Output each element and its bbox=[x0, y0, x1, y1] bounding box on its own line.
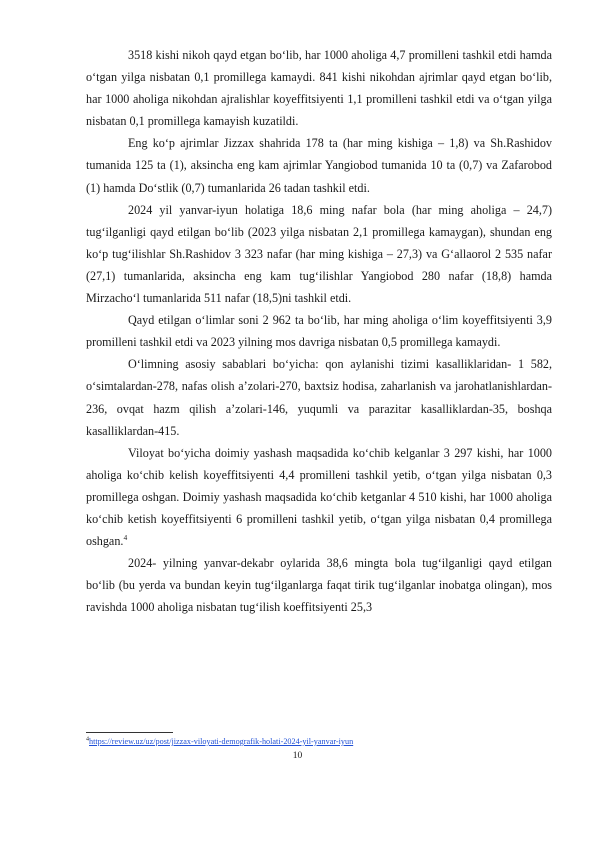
footnote bbox=[86, 737, 552, 747]
paragraph-marriages: 3518 kishi nikoh qayd etgan bo‘lib, har 1000 aholiga 4,7 promilleni tashkil etdi hamda o‘tgan yilga nisbatan 0,1 promillega kamaydi. 841 kishi nikohdan ajrimlar qayd etgan bo‘lib, har 1000 aholiga nikohdan ajralishlar koyeffitsiyenti 1,1 promilleni tashkil etdi va o‘tgan yilga nisbatan 0,1 promillega kamayish kuzatildi. bbox=[86, 48, 552, 129]
paragraph-death-causes: O‘limning asosiy sabablari bo‘yicha: qon aylanishi tizimi kasalliklaridan- 1 582, o‘simtalardan-278, nafas olish a’zolari-270, baxtsiz hodisa, zaharlanish va jarohatlanishlardan-236, ovqat hazm qilish a’zolari-146, yuqumli va parazitar kasalliklardan-35, boshqa kasalliklardan-415. bbox=[86, 357, 552, 438]
paragraph-births-2024-full-year: 2024- yilning yanvar-dekabr oylarida 38,6 mingta bola tug‘ilganligi qayd etilgan bo‘lib (bu yerda va bundan keyin tug‘ilganlarga faqat tirik tug‘ilganlar inobatga olingan), mos ravishda 1000 aholiga nisbatan tug‘ilish koeffitsiyenti 25,3 bbox=[86, 556, 552, 615]
footnote-link[interactable]: https://review.uz/uz/post/jizzax-viloyati-demografik-holati-2024-yil-yanvar-iyun bbox=[89, 737, 354, 746]
footnote-number: 4 bbox=[86, 736, 89, 743]
paragraph-deaths: Qayd etilgan o‘limlar soni 2 962 ta bo‘lib, har ming aholiga o‘lim koyeffitsiyenti 3,9 promilleni tashkil etdi va 2023 yilning mos davriga nisbatan 0,5 promillega kamaydi. bbox=[86, 313, 552, 350]
paragraph-births-2024-h1: 2024 yil yanvar-iyun holatiga 18,6 ming nafar bola (har ming aholiga – 24,7) tug‘ilganligi qayd etilgan bo‘lib (2023 yilga nisbatan 2,1 promillega kamaygan), shundan eng ko‘p tug‘ilishlar Sh.Rashidov 3 323 nafar (har ming kishiga – 27,3) va G‘allaorol 2 535 nafar (27,1) tumanlarida, aksincha eng kam tug‘ilishlar Yangiobod 280 nafar (18,8) hamda Mirzacho‘l tumanlarida 511 nafar (18,5)ni tashkil etdi. bbox=[86, 202, 552, 306]
paragraph-migration: Viloyat bo‘yicha doimiy yashash maqsadida ko‘chib kelganlar 3 297 kishi, har 1000 aholiga ko‘chib kelish koyeffitsiyenti 4,4 promilleni tashkil yetib, o‘tgan yilga nisbatan 0,3 promillega oshgan. Doimiy yashash maqsadida ko‘chib ketganlar 4 510 kishi, har 1000 aholiga ko‘chib ketish koyeffitsiyenti 6 promilleni tashkil yetib, o‘tgan yilga nisbatan 0,4 promillega oshgan.$^4$ bbox=[86, 445, 552, 549]
footnote-separator bbox=[86, 732, 173, 733]
page-number: 10 bbox=[292, 751, 303, 761]
paragraph-divorces-by-district: Eng ko‘p ajrimlar Jizzax shahrida 178 ta (har ming kishiga – 1,8) va Sh.Rashidov tumanida 125 ta (1), aksincha eng kam ajrimlar Yangiobod tumanida 10 ta (0,7) va Zafarobod (1) hamda Do‘stlik (0,7) tumanlarida 26 tadan tashkil etdi. bbox=[86, 136, 552, 195]
footnote-reference[interactable]: 4 bbox=[123, 533, 128, 543]
body-text bbox=[86, 44, 552, 618]
